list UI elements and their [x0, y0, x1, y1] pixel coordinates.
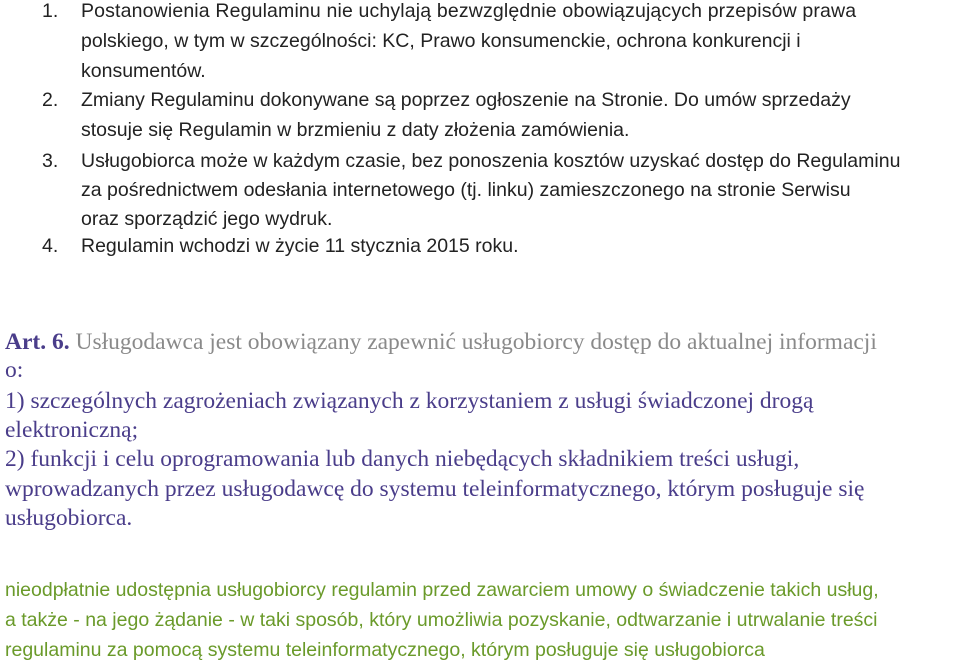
- footer-line: nieodpłatnie udostępnia usługobiorcy regulamin przed zawarciem umowy o świadczenie takich usług,: [5, 579, 879, 601]
- article-label: Art. 6.: [5, 329, 70, 355]
- list-item-1-cont: polskiego, w tym w szczególności: KC, Prawo konsumenckie, ochrona konkurencji i: [81, 30, 801, 52]
- list-item-1-cont: konsumentów.: [81, 60, 206, 82]
- list-number: 2.: [42, 89, 59, 111]
- list-number: 4.: [42, 235, 59, 257]
- list-text-line: Usługobiorca może w każdym czasie, bez ponoszenia kosztów uzyskać dostęp do Regulaminu: [81, 150, 901, 172]
- article-item-2-cont: wprowadzanych przez usługodawcę do systemu teleinformatycznego, którym posługuje się: [5, 476, 865, 502]
- list-text-line: Postanowienia Regulaminu nie uchylają bezwzględnie obowiązujących przepisów prawa: [81, 0, 857, 22]
- list-text-line: Zmiany Regulaminu dokonywane są poprzez ogłoszenie na Stronie. Do umów sprzedaży: [81, 89, 851, 111]
- footer-line: regulaminu za pomocą systemu teleinformatycznego, którym posługuje się usługobiorca: [5, 639, 765, 661]
- article-item-2-cont: usługobiorca.: [5, 505, 133, 531]
- article-item-1-cont: elektroniczną;: [5, 417, 139, 443]
- article-intro-cont: o:: [5, 357, 24, 383]
- article-intro: [5, 329, 877, 356]
- list-item-3-cont: oraz sporządzić jego wydruk.: [81, 208, 333, 230]
- article-item-2: 2) funkcji i celu oprogramowania lub danych niebędących składnikiem treści usługi,: [5, 446, 800, 472]
- list-number: 3.: [42, 150, 59, 172]
- list-text-line: Regulamin wchodzi w życie 11 stycznia 2015 roku.: [81, 235, 519, 257]
- footer-line: a także - na jego żądanie - w taki sposób, który umożliwia pozyskanie, odtwarzanie i utrwalanie treści: [5, 609, 878, 631]
- article-item-1: 1) szczególnych zagrożeniach związanych z korzystaniem z usługi świadczonej drogą: [5, 388, 814, 414]
- list-item-3-cont: za pośrednictwem odesłania internetowego (tj. linku) zamieszczonego na stronie Serwisu: [81, 179, 851, 201]
- article-intro-text: Usługodawca jest obowiązany zapewnić usługobiorcy dostęp do aktualnej informacji: [75, 329, 877, 355]
- list-item-2-cont: stosuje się Regulamin w brzmieniu z daty złożenia zamówienia.: [81, 119, 630, 141]
- list-number: 1.: [42, 0, 59, 22]
